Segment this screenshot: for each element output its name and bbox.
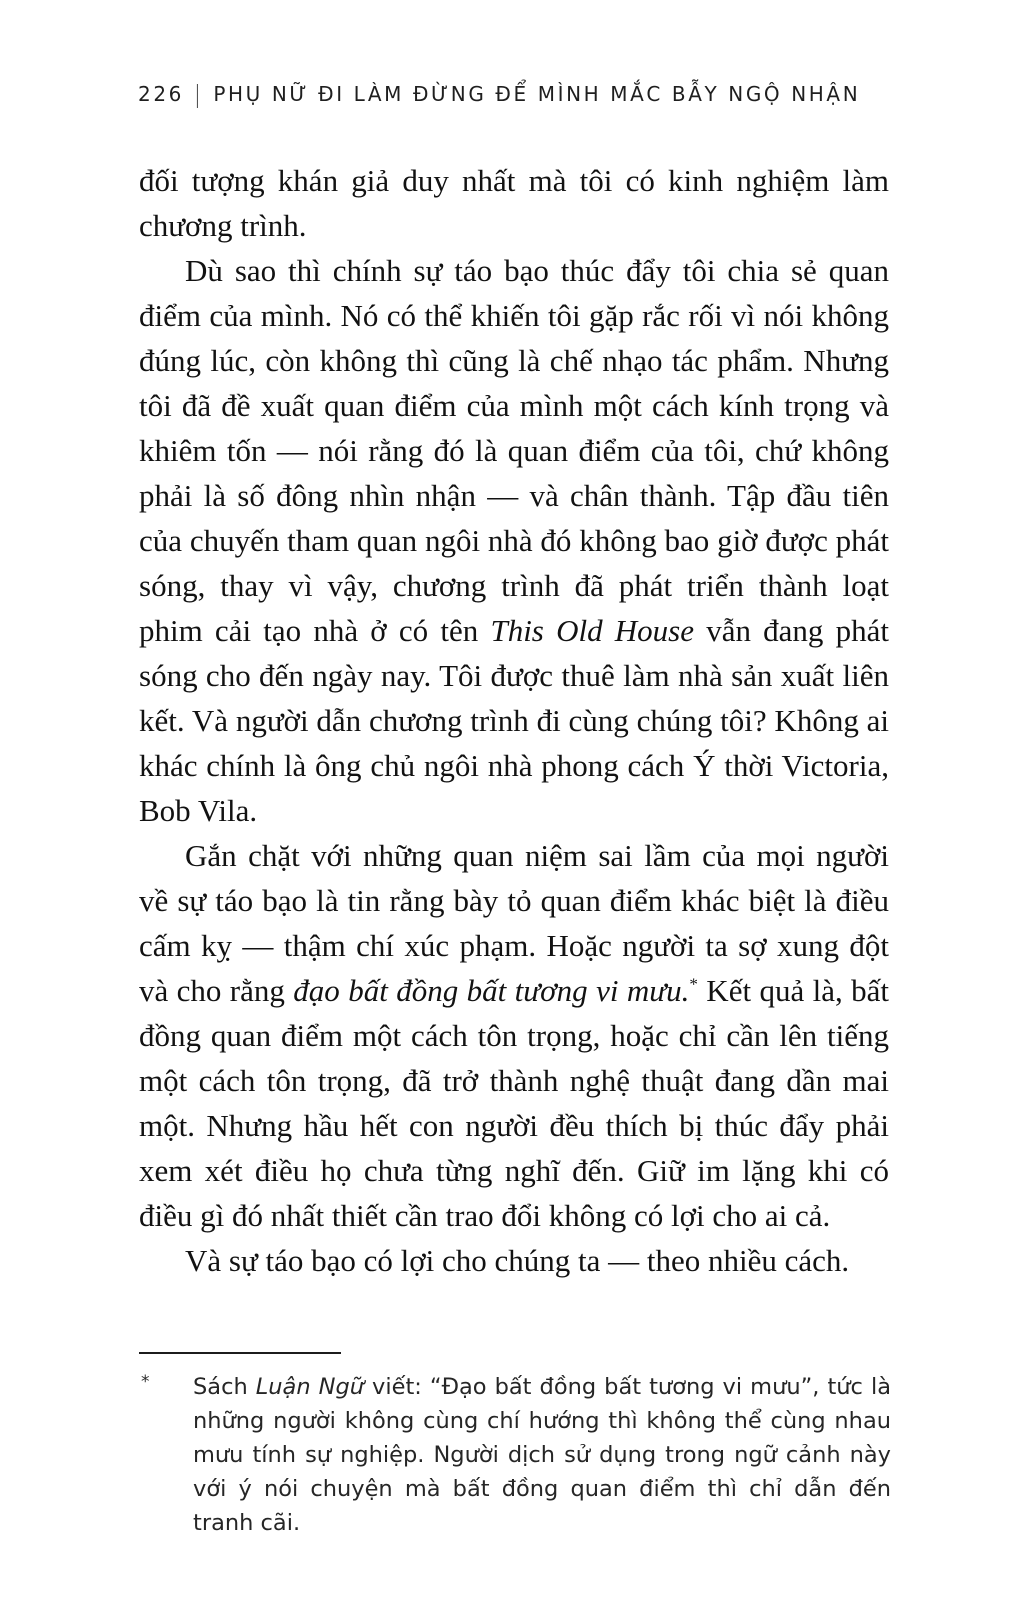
paragraph-3 <box>139 833 889 1238</box>
running-header-title: PHỤ NỮ ĐI LÀM ĐỪNG ĐỂ MÌNH MẮC BẪY NGỘ NHẬN <box>213 82 861 106</box>
footnote-body <box>139 1370 891 1540</box>
quoted-proverb-italic: đạo bất đồng bất tương vi mưu. <box>293 973 690 1008</box>
page-number: 226 <box>138 82 184 106</box>
body-text <box>139 158 889 1283</box>
paragraph-4 <box>139 1238 889 1283</box>
paragraph-1 <box>139 158 889 248</box>
footnote-marker: * <box>141 1372 150 1392</box>
paragraph-1-text: đối tượng khán giả duy nhất mà tôi có kinh nghiệm làm chương trình. <box>139 163 889 243</box>
footnote-reference-asterisk: * <box>689 974 698 994</box>
paragraph-2-text-cont: vẫn đang phát sóng cho đến ngày nay. Tôi được thuê làm nhà sản xuất liên kết. Và người dẫn chương trình đi cùng chúng tôi? Không ai khác chính là ông chủ ngôi nhà phong cách Ý thời Victoria, Bob Vila. <box>139 613 890 828</box>
footnote-divider-rule <box>139 1352 341 1354</box>
footnote-text-cont: viết: “Đạo bất đồng bất tương vi mưu”, tức là những người không cùng chí hướng thì không thể cùng nhau mưu tính sự nghiệp. Người dịch sử dụng trong ngữ cảnh này với ý nói chuyện mà bất đồng quan điểm thì chỉ dẫn đến tranh cãi. <box>193 1374 891 1536</box>
running-header <box>138 79 898 109</box>
paragraph-4-text: Và sự táo bạo có lợi cho chúng ta — theo nhiều cách. <box>185 1243 850 1278</box>
footnote-book-title-italic: Luận Ngữ <box>255 1374 365 1400</box>
paragraph-2 <box>139 248 889 833</box>
book-title-italic: This Old House <box>490 613 694 648</box>
footnote <box>139 1352 891 1540</box>
footnote-text <box>193 1370 891 1540</box>
header-separator: | <box>193 79 204 109</box>
footnote-text-start: Sách <box>193 1374 256 1400</box>
paragraph-3-text-cont: Kết quả là, bất đồng quan điểm một cách tôn trọng, hoặc chỉ cần lên tiếng một cách tôn trọng, đã trở thành nghệ thuật đang dần mai một. Nhưng hầu hết con người đều thích bị thúc đẩy phải xem xét điều họ chưa từng nghĩ đến. Giữ im lặng khi có điều gì đó nhất thiết cần trao đổi không có lợi cho ai cả. <box>139 973 890 1233</box>
paragraph-3-text: Gắn chặt với những quan niệm sai lầm của mọi người về sự táo bạo là tin rằng bày tỏ quan điểm khác biệt là điều cấm kỵ — thậm chí xúc phạm. Hoặc người ta sợ xung đột và cho rằng <box>139 838 889 1008</box>
paragraph-2-text: Dù sao thì chính sự táo bạo thúc đẩy tôi chia sẻ quan điểm của mình. Nó có thể khiến tôi gặp rắc rối vì nói không đúng lúc, còn không thì cũng là chế nhạo tác phẩm. Nhưng tôi đã đề xuất quan điểm của mình một cách kính trọng và khiêm tốn — nói rằng đó là quan điểm của tôi, chứ không phải là số đông nhìn nhận — và chân thành. Tập đầu tiên của chuyến tham quan ngôi nhà đó không bao giờ được phát sóng, thay vì vậy, chương trình đã phát triển thành loạt phim cải tạo nhà ở có tên <box>139 253 889 648</box>
